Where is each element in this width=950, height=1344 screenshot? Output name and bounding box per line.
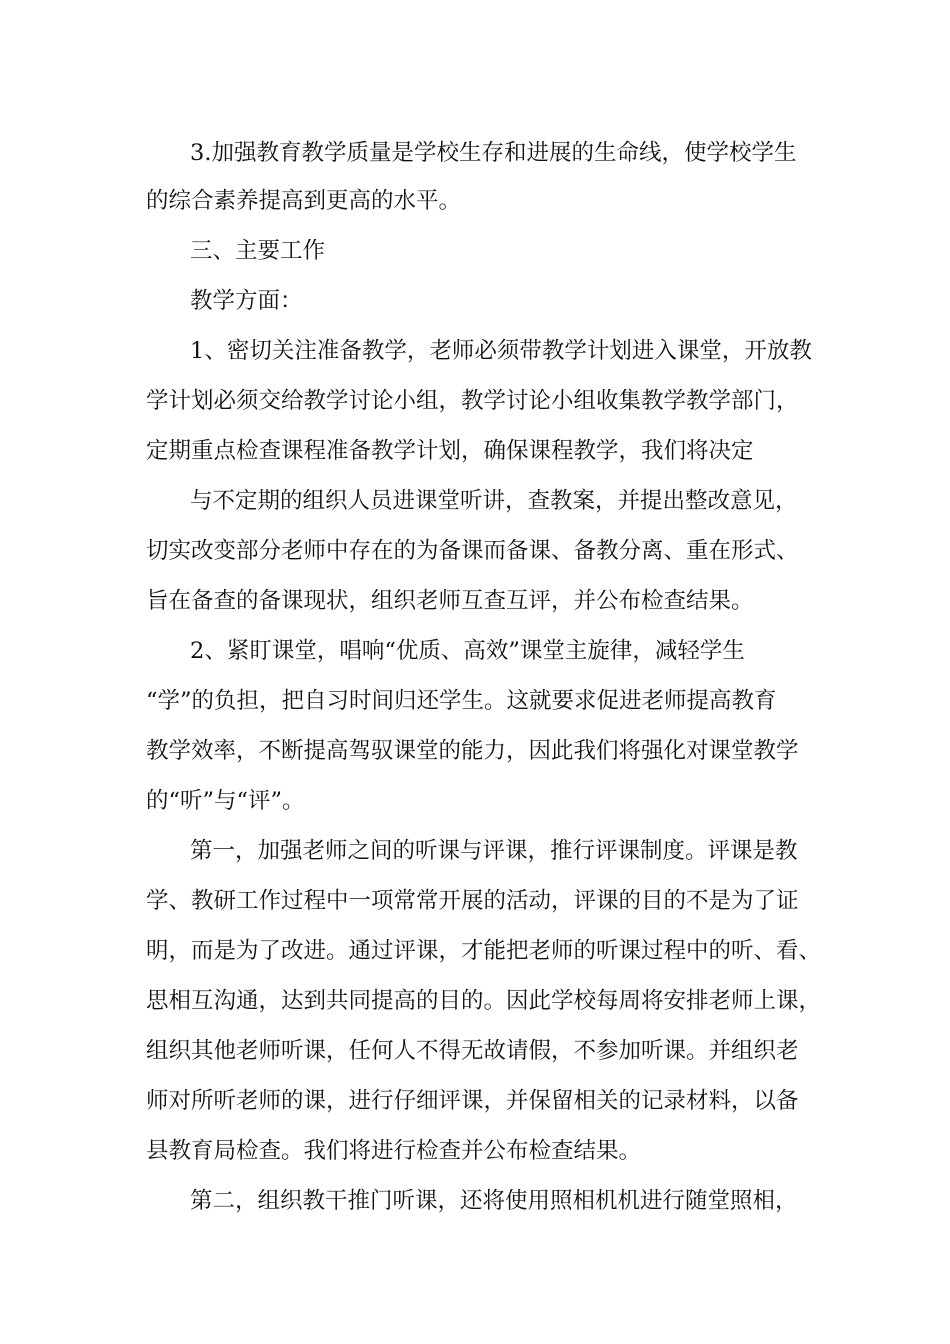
text-line-22: 第二，组织教干推门听课，还将使用照相机机进行随堂照相， [190, 1188, 798, 1214]
text-line-8: 与不定期的组织人员进课堂听讲，查教案，并提出整改意见， [190, 488, 798, 514]
subsection-heading: 教学方面： [190, 288, 303, 314]
text-line-10: 旨在备查的备课现状，组织老师互查互评，并公布检查结果。 [146, 588, 754, 614]
text-line-18: 思相互沟通，达到共同提高的目的。因此学校每周将安排老师上课， [146, 988, 822, 1014]
text-line-1: 3.加强教育教学质量是学校生存和进展的生命线，使学校学生 [190, 140, 797, 166]
text-line-9: 切实改变部分老师中存在的为备课而备课、备教分离、重在形式、 [146, 538, 799, 564]
text-line-20: 师对所听老师的课，进行仔细评课，并保留相关的记录材料，以备 [146, 1088, 799, 1114]
text-line-7: 定期重点检查课程准备教学计划，确保课程教学，我们将决定 [146, 438, 754, 464]
text-line-21: 县教育局检查。我们将进行检查并公布检查结果。 [146, 1138, 642, 1164]
text-line-12: “学”的负担，把自习时间归还学生。这就要求促进老师提高教育 [146, 688, 777, 714]
text-line-16: 学、教研工作过程中一项常常开展的活动，评课的目的不是为了证 [146, 888, 799, 914]
text-line-19: 组织其他老师听课，任何人不得无故请假，不参加听课。并组织老 [146, 1038, 799, 1064]
text-line-6: 学计划必须交给教学讨论小组，教学讨论小组收集教学教学部门， [146, 388, 799, 414]
text-line-5: 1、密切关注准备教学，老师必须带教学计划进入课堂，开放教 [190, 338, 812, 364]
text-line-11: 2、紧盯课堂，唱响“优质、高效”课堂主旋律，减轻学生 [190, 638, 745, 664]
section-heading: 三、主要工作 [190, 238, 326, 264]
text-line-15: 第一，加强老师之间的听课与评课，推行评课制度。评课是教 [190, 838, 798, 864]
text-line-2: 的综合素养提高到更高的水平。 [146, 188, 462, 214]
text-line-14: 的“听”与“评”。 [146, 788, 305, 814]
text-line-13: 教学效率，不断提高驾驭课堂的能力，因此我们将强化对课堂教学 [146, 738, 799, 764]
text-line-17: 明，而是为了改进。通过评课，才能把老师的听课过程中的听、看、 [146, 938, 822, 964]
